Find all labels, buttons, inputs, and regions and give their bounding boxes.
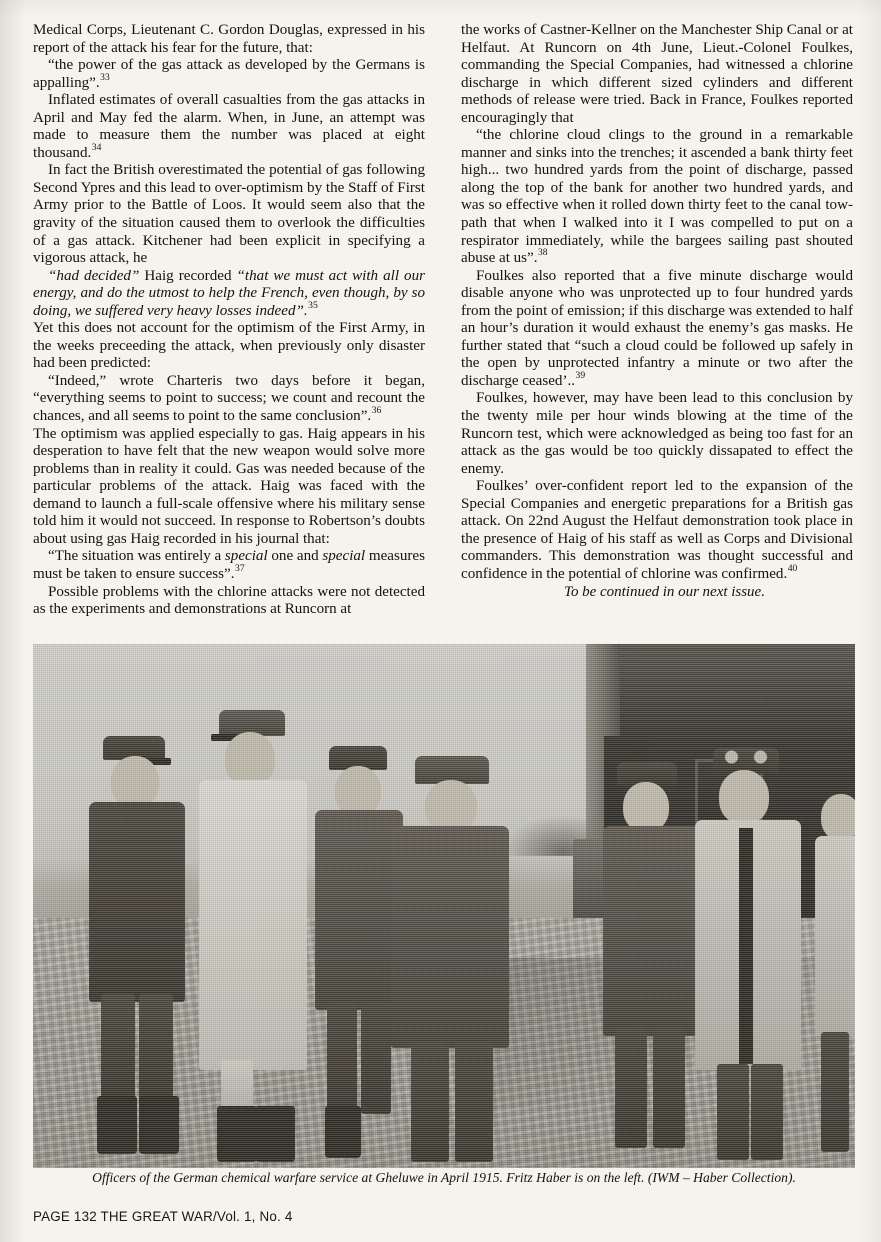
footnote-marker: 35 — [308, 299, 318, 311]
paragraph: Medical Corps, Lieutenant C. Gordon Douglas, expressed in his report of the attack his fear for the future, that: — [33, 22, 425, 56]
halftone-grain — [33, 644, 855, 1168]
paragraph — [461, 478, 853, 583]
footnote-marker: 36 — [371, 405, 382, 417]
footnote-marker: 33 — [100, 71, 110, 83]
quote-emphasis: special — [224, 548, 268, 565]
footnote-marker: 34 — [91, 141, 102, 153]
footnote-marker: 40 — [787, 562, 798, 574]
page-footer: PAGE 132 THE GREAT WAR/Vol. 1, No. 4 — [33, 1209, 293, 1224]
paragraph-text: Foulkes also reported that a five minute discharge would disable anyone who was unprotected up to four hundred yards from the point of emission; if this discharge was extended to half an hour’s duration it would exhaust the enemy’s gas masks. He further stated that “such a cloud could be followed up safely in the open by unprotected infantry a minute or two after the discharge ceased’.. — [461, 267, 853, 389]
paragraph — [461, 268, 853, 391]
paragraph-quote — [461, 127, 853, 267]
paragraph-text: Inflated estimates of overall casualties from the gas attacks in April and May fed the alarm. When, in June, an attempt was made to measure them the number was placed at eight thousand. — [33, 92, 425, 161]
paragraph — [33, 92, 425, 162]
paragraph: In fact the British overestimated the potential of gas following Second Ypres and this lead to over-optimism by the Staff of First Army prior to the Battle of Loos. It would seem also that the gravity of the situation caused them to overlook the difficulties of a gas attack. Kitchener had been explicit in specifying a vigorous attack, he — [33, 162, 425, 267]
photo-caption: Officers of the German chemical warfare service at Gheluwe in April 1915. Fritz Haber is on the left. (IWM – Haber Collection). — [92, 1170, 796, 1185]
quote-text: “the power of the gas attack as developed by the Germans is appalling”. — [33, 57, 425, 91]
quote-text: “Indeed,” wrote Charteris two days before it began, “everything seems to point to success; we count and recount the chances, and all seems to point to the same conclusion”. — [33, 372, 425, 425]
quote-emphasis: special — [322, 548, 366, 565]
quote-text: “The situation was entirely a — [48, 548, 225, 565]
article-body — [33, 22, 853, 622]
photograph-frame — [33, 644, 855, 1168]
paragraph: Yet this does not account for the optimism of the First Army, in the weeks preceeding the attack, when previously only disaster had been predicted: — [33, 320, 425, 372]
to-be-continued-note: To be continued in our next issue. — [564, 583, 765, 600]
historical-photograph — [33, 644, 855, 1168]
paragraph: Foulkes, however, may have been lead to this conclusion by the twenty mile per hour winds blowing at the time of the Runcorn test, which were acknowledged as being too fast for an attack as the gas would be too quickly dissapated to effect the enemy. — [461, 390, 853, 477]
quote-text: measures must be taken to ensure success”. — [33, 548, 425, 582]
quote-text: “the chlorine cloud clings to the ground in a remarkable manner and sinks into the trenches; it ascended a bank thirty feet high... two hundred yards from the point of discharge, passed along the top of the bank for another two hundred yards, and was so effective when it rolled down thirty feet to the canal tow-path that when I walked into it I was compelled to put on a respirator immediately, while the bargees sailing past shouted abuse at us”. — [461, 127, 853, 267]
paragraph-text: Foulkes’ over-confident report led to the expansion of the Special Companies and energetic preparations for a British gas attack. On 22nd August the Helfaut demonstration took place in the presence of Haig of his staff as well as Corps and Divisional commanders. This demonstration was thought successful and confidence in the potential of chlorine was confirmed. — [461, 478, 853, 582]
footnote-marker: 37 — [235, 562, 245, 574]
paragraph-quote — [33, 373, 425, 426]
paragraph-quote — [33, 57, 425, 92]
left-text-column — [33, 22, 425, 619]
quote-emphasis: “had decided” — [48, 267, 140, 284]
footnote-marker: 38 — [538, 247, 548, 259]
quote-text: one and — [267, 548, 323, 565]
quote-emphasis: “that we must act with all our energy, and do the utmost to help the French, even though, by so doing, we suffered very heavy losses indeed”. — [33, 267, 426, 319]
paragraph: Possible problems with the chlorine attacks were not detected as the experiments and demonstrations at Runcorn at — [33, 583, 425, 618]
footnote-marker: 39 — [575, 369, 586, 381]
paragraph: the works of Castner-Kellner on the Manchester Ship Canal or at Helfaut. At Runcorn on 4th June, Lieut.-Colonel Foulkes, commanding the Special Companies, had witnessed a chlorine discharge in which different sized cylinders and different methods of release were tried. Back in France, Foulkes reported encouragingly that — [461, 22, 853, 126]
paragraph-quote — [33, 548, 425, 583]
paragraph-quote — [33, 268, 425, 321]
right-text-column — [461, 22, 853, 601]
paragraph: The optimism was applied especially to gas. Haig appears in his desperation to have felt that the new weapon would solve more problems than in reality it could. Gas was needed because of the particular problems of the attack. Haig was faced with the demand to launch a full-scale offensive where his military sense told him it would not succeed. In response to Robertson’s doubts about using gas Haig recorded in his journal that: — [33, 425, 425, 547]
quote-text: Haig recorded — [139, 267, 237, 284]
